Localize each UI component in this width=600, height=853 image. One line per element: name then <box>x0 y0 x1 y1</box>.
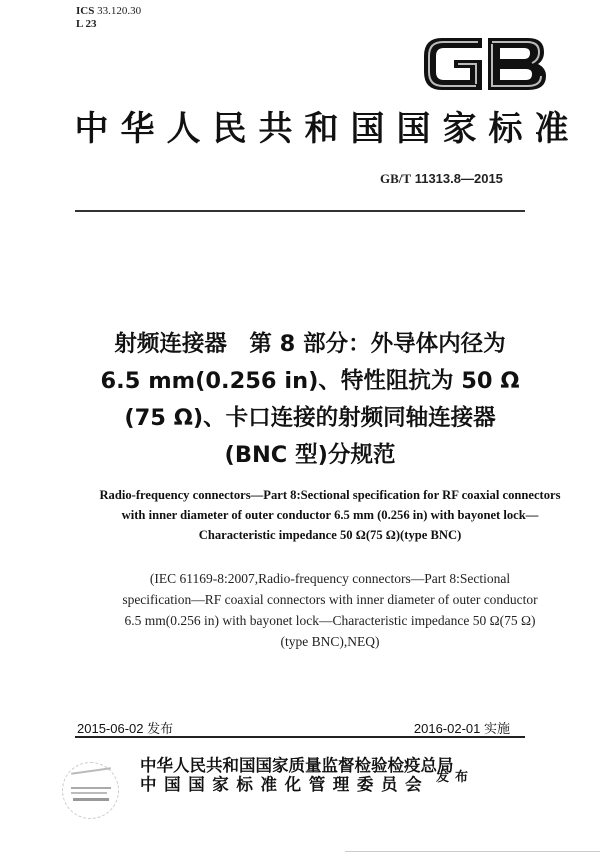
iec-equivalence-reference <box>60 568 600 652</box>
issuer-aqsiq: 中华人民共和国国家质量监督检验检疫总局 <box>140 756 454 775</box>
scan-edge-line <box>345 851 600 852</box>
ics-code <box>76 5 141 18</box>
english-title-line: Characteristic impedance 50 Ω(75 Ω)(type BNC) <box>198 528 462 542</box>
iec-reference-line: (IEC 61169-8:2007,Radio-frequency connectors—Part 8:Sectional <box>149 571 511 586</box>
english-title-line: with inner diameter of outer conductor 6.5 mm (0.256 in) with bayonet lock— <box>121 508 539 522</box>
chinese-title-line: (75 Ω)、卡口连接的射频同轴连接器 <box>124 405 496 431</box>
publication-date: 2015-06-02 发布 <box>77 721 174 736</box>
gb-logo-icon <box>420 34 550 94</box>
chinese-title-line: (BNC 型)分规范 <box>224 442 396 468</box>
ics-value: 33.120.30 <box>97 5 142 17</box>
iec-reference-line: (type BNC),NEQ) <box>280 634 380 649</box>
issuer-sac: 中国国家标准化管理委员会 <box>140 775 430 794</box>
standard-number-value: 11313.8—2015 <box>414 171 503 186</box>
classification-codes <box>76 5 141 31</box>
iec-reference-line: specification—RF coaxial connectors with inner diameter of outer conductor <box>122 592 538 607</box>
standard-number <box>380 171 503 187</box>
footer-divider <box>75 736 525 738</box>
ics-label: ICS <box>76 5 95 17</box>
national-standard-title: 中华人民共和国国家标准 <box>74 109 581 149</box>
standard-number-prefix: GB/T <box>380 171 412 186</box>
ccs-code: L 23 <box>76 18 97 30</box>
chinese-title-line: 射频连接器 第 8 部分：外导体内径为 <box>114 331 506 357</box>
issued-label: 发布 <box>436 770 475 785</box>
english-title <box>60 485 600 545</box>
issuing-authorities <box>140 756 454 794</box>
implementation-date: 2016-02-01 实施 <box>413 721 510 736</box>
header-divider <box>75 210 525 212</box>
chinese-title <box>40 326 580 474</box>
chinese-title-line: 6.5 mm(0.256 in)、特性阻抗为 50 Ω <box>100 368 520 394</box>
seal-stamp-icon <box>62 762 119 819</box>
english-title-line: Radio-frequency connectors—Part 8:Sectional specification for RF coaxial connectors <box>99 488 561 502</box>
iec-reference-line: 6.5 mm(0.256 in) with bayonet lock—Characteristic impedance 50 Ω(75 Ω) <box>124 613 536 628</box>
